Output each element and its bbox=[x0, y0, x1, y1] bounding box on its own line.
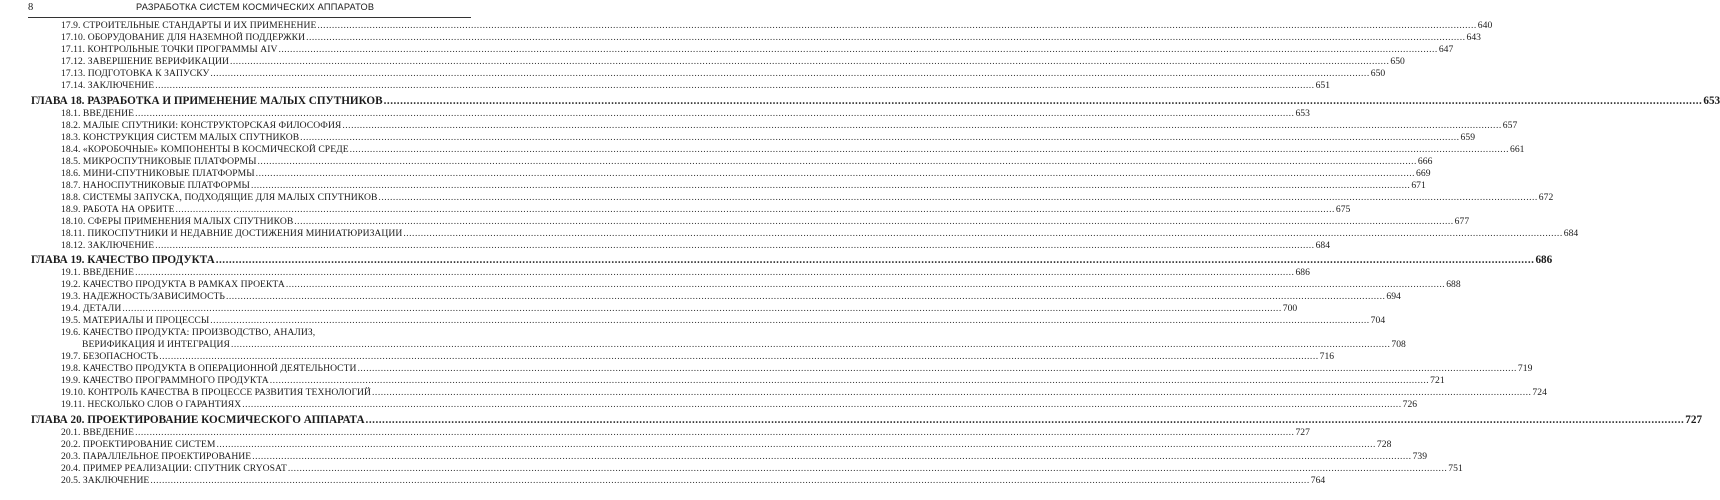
toc-section-row bbox=[61, 80, 1331, 92]
leader-dots: ................................................................................................................................................................................................................................................................................................................................................................................................................ bbox=[155, 239, 1315, 251]
leader-dots: ................................................................................................................................................................................................................................................................................................................................................................................................................ bbox=[252, 450, 1412, 462]
toc-entry-label: 19.2. КАЧЕСТВО ПРОДУКТА В РАМКАХ ПРОЕКТА bbox=[61, 279, 285, 290]
toc-entry-label: 20.4. ПРИМЕР РЕАЛИЗАЦИИ: СПУТНИК CRYOSAT bbox=[61, 462, 287, 474]
toc-page-number: 653 bbox=[1295, 107, 1310, 119]
toc-page-number: 672 bbox=[1538, 191, 1554, 203]
toc-section-row bbox=[61, 68, 1386, 80]
toc-page-number: 684 bbox=[1563, 227, 1579, 239]
toc-entry-label: 19.9. КАЧЕСТВО ПРОГРАММНОГО ПРОДУКТА bbox=[61, 375, 269, 386]
header-rule bbox=[28, 17, 471, 18]
toc-page-number: 708 bbox=[1391, 339, 1406, 350]
toc-section-row bbox=[61, 291, 1401, 303]
toc-page-number: 721 bbox=[1430, 375, 1445, 386]
leader-dots: ................................................................................................................................................................................................................................................................................................................................................................................................................ bbox=[150, 474, 1310, 486]
toc-section-row bbox=[61, 426, 1310, 439]
leader-dots: ................................................................................................................................................................................................................................................................................................................................................................................................................ bbox=[135, 267, 1295, 278]
leader-dots: ................................................................................................................................................................................................................................................................................................................................................................................................................ bbox=[250, 179, 1411, 191]
toc-section-row bbox=[61, 56, 1405, 68]
toc-page-number: 677 bbox=[1454, 215, 1470, 227]
toc-section-row bbox=[61, 32, 1482, 44]
toc-section-row bbox=[61, 107, 1310, 120]
toc-entry-label: 18.4. «КОРОБОЧНЫЕ» КОМПОНЕНТЫ В КОСМИЧЕСКОЙ СРЕДЕ bbox=[61, 143, 349, 155]
toc-section-row bbox=[61, 363, 1533, 375]
toc-section-row bbox=[61, 20, 1493, 32]
toc-section-row bbox=[61, 143, 1525, 156]
leader-dots: ................................................................................................................................................................................................................................................................................................................................................................................................................ bbox=[378, 191, 1538, 203]
toc-entry-label: 18.9. РАБОТА НА ОРБИТЕ bbox=[61, 203, 175, 215]
toc-entry-label: 18.12. ЗАКЛЮЧЕНИЕ bbox=[61, 239, 155, 251]
toc-page-number: 647 bbox=[1438, 44, 1454, 55]
toc-page-number: 684 bbox=[1315, 239, 1331, 251]
toc-page-number: 657 bbox=[1502, 119, 1518, 131]
toc-entry-label: 19.4. ДЕТАЛИ bbox=[61, 303, 122, 314]
leader-dots: ................................................................................................................................................................................................................................................................................................................................................................................................................ bbox=[210, 315, 1370, 326]
leader-dots: ................................................................................................................................................................................................................................................................................................................................................................................................................ bbox=[317, 20, 1477, 31]
toc-entry-label: 18.10. СФЕРЫ ПРИМЕНЕНИЯ МАЛЫХ СПУТНИКОВ bbox=[61, 215, 294, 227]
leader-dots: ................................................................................................................................................................................................................................................................................................................................................................................................................ bbox=[155, 80, 1315, 91]
leader-dots: ................................................................................................................................................................................................................................................................................................................................................................................................................ bbox=[300, 131, 1460, 143]
toc-section-row bbox=[61, 327, 471, 339]
toc-entry-label: 17.13. ПОДГОТОВКА К ЗАПУСКУ bbox=[61, 68, 210, 79]
toc-section-row bbox=[61, 155, 1433, 168]
toc-entry-label: 18.7. НАНОСПУТНИКОВЫЕ ПЛАТФОРМЫ bbox=[61, 179, 250, 191]
toc-section-row bbox=[61, 438, 1392, 451]
toc-entry-label: 17.12. ЗАВЕРШЕНИЕ ВЕРИФИКАЦИИ bbox=[61, 56, 229, 67]
toc-entry-label: 18.3. КОНСТРУКЦИЯ СИСТЕМ МАЛЫХ СПУТНИКОВ bbox=[61, 131, 300, 143]
toc-section-row bbox=[61, 267, 1310, 279]
toc-entry-label: 19.11. НЕСКОЛЬКО СЛОВ О ГАРАНТИЯХ bbox=[61, 399, 242, 410]
toc-page-number: 671 bbox=[1411, 179, 1426, 191]
leader-dots: ................................................................................................................................................................................................................................................................................................................................................................................................................ bbox=[229, 56, 1390, 67]
toc-page-number: 650 bbox=[1390, 56, 1405, 67]
toc-section-row bbox=[61, 215, 1470, 228]
toc-page-number: 669 bbox=[1416, 167, 1431, 179]
toc-entry-label: 20.1. ВВЕДЕНИЕ bbox=[61, 426, 135, 438]
leader-dots: ................................................................................................................................................................................................................................................................................................................................................................................................................ bbox=[135, 426, 1295, 438]
toc-page-number: 694 bbox=[1386, 291, 1401, 302]
page-number: 8 bbox=[28, 2, 34, 13]
toc-section-row bbox=[61, 191, 1554, 204]
toc-section-row bbox=[82, 339, 1406, 351]
leader-dots: ................................................................................................................................................................................................................................................................................................................................................................................................................ bbox=[257, 155, 1417, 167]
leader-dots: ................................................................................................................................................................................................................................................................................................................................................................................................................ bbox=[383, 94, 1703, 107]
running-header bbox=[28, 2, 478, 16]
toc-page-number: 700 bbox=[1282, 303, 1298, 314]
toc-section-row bbox=[61, 462, 1463, 475]
leader-dots: ................................................................................................................................................................................................................................................................................................................................................................................................................ bbox=[349, 143, 1509, 155]
toc-entry-label: 20.5. ЗАКЛЮЧЕНИЕ bbox=[61, 474, 150, 486]
leader-dots: ................................................................................................................................................................................................................................................................................................................................................................................................................ bbox=[365, 413, 1685, 426]
toc-chapter-row bbox=[31, 94, 1720, 107]
toc-section-row bbox=[61, 315, 1386, 327]
toc-page-number: 661 bbox=[1509, 143, 1525, 155]
toc-entry-label: 19.8. КАЧЕСТВО ПРОДУКТА В ОПЕРАЦИОННОЙ ДЕЯТЕЛЬНОСТИ bbox=[61, 363, 357, 374]
toc-section-row bbox=[61, 474, 1326, 487]
toc-page-number: 728 bbox=[1376, 438, 1392, 450]
toc-entry-label: 18.11. ПИКОСПУТНИКИ И НЕДАВНИЕ ДОСТИЖЕНИЯ МИНИАТЮРИЗАЦИИ bbox=[61, 227, 403, 239]
leader-dots: ................................................................................................................................................................................................................................................................................................................................................................................................................ bbox=[285, 279, 1446, 290]
toc-section-row bbox=[61, 227, 1579, 240]
toc-entry-label: 18.1. ВВЕДЕНИЕ bbox=[61, 107, 135, 119]
leader-dots: ................................................................................................................................................................................................................................................................................................................................................................................................................ bbox=[225, 291, 1386, 302]
toc-entry-label: 19.1. ВВЕДЕНИЕ bbox=[61, 267, 135, 278]
toc-page-number: 764 bbox=[1310, 474, 1326, 486]
toc-page-number: 727 bbox=[1685, 413, 1703, 426]
toc-section-row bbox=[61, 303, 1298, 315]
toc-page-number: 686 bbox=[1535, 254, 1553, 266]
leader-dots: ................................................................................................................................................................................................................................................................................................................................................................................................................ bbox=[287, 462, 1448, 474]
leader-dots: ................................................................................................................................................................................................................................................................................................................................................................................................................ bbox=[372, 387, 1532, 398]
leader-dots: ................................................................................................................................................................................................................................................................................................................................................................................................................ bbox=[242, 399, 1402, 410]
leader-dots: ................................................................................................................................................................................................................................................................................................................................................................................................................ bbox=[342, 119, 1502, 131]
toc-entry-label: 18.5. МИКРОСПУТНИКОВЫЕ ПЛАТФОРМЫ bbox=[61, 155, 257, 167]
toc-entry-label: 17.10. ОБОРУДОВАНИЕ ДЛЯ НАЗЕМНОЙ ПОДДЕРЖКИ bbox=[61, 32, 306, 43]
leader-dots: ................................................................................................................................................................................................................................................................................................................................................................................................................ bbox=[255, 167, 1416, 179]
toc-section-row bbox=[61, 167, 1431, 180]
toc-section-row bbox=[61, 450, 1428, 463]
running-title: РАЗРАБОТКА СИСТЕМ КОСМИЧЕСКИХ АППАРАТОВ bbox=[136, 2, 375, 12]
toc-page-number: 751 bbox=[1448, 462, 1463, 474]
toc-entry-label: ГЛАВА 19. КАЧЕСТВО ПРОДУКТА bbox=[31, 254, 215, 266]
toc-page-number: 666 bbox=[1417, 155, 1433, 167]
toc-section-row bbox=[61, 387, 1547, 399]
toc-page-number: 688 bbox=[1446, 279, 1461, 290]
toc-section-row bbox=[61, 239, 1331, 252]
leader-dots: ................................................................................................................................................................................................................................................................................................................................................................................................................ bbox=[135, 107, 1295, 119]
leader-dots: ................................................................................................................................................................................................................................................................................................................................................................................................................ bbox=[278, 44, 1438, 55]
leader-dots: ................................................................................................................................................................................................................................................................................................................................................................................................................ bbox=[230, 339, 1391, 350]
toc-entry-label: 19.10. КОНТРОЛЬ КАЧЕСТВА В ПРОЦЕССЕ РАЗВИТИЯ ТЕХНОЛОГИЙ bbox=[61, 387, 372, 398]
toc-page-number: 653 bbox=[1703, 94, 1720, 107]
leader-dots: ................................................................................................................................................................................................................................................................................................................................................................................................................ bbox=[216, 438, 1376, 450]
leader-dots: ................................................................................................................................................................................................................................................................................................................................................................................................................ bbox=[122, 303, 1282, 314]
toc-section-row bbox=[61, 375, 1445, 387]
toc-chapter-row bbox=[31, 254, 1553, 266]
toc-page-number: 675 bbox=[1335, 203, 1351, 215]
leader-dots: ................................................................................................................................................................................................................................................................................................................................................................................................................ bbox=[175, 203, 1335, 215]
toc-page-number: 640 bbox=[1477, 20, 1493, 31]
toc-section-row bbox=[61, 203, 1351, 216]
toc-section-row bbox=[61, 179, 1426, 192]
toc-page-number: 704 bbox=[1370, 315, 1386, 326]
leader-dots: ................................................................................................................................................................................................................................................................................................................................................................................................................ bbox=[159, 351, 1319, 362]
toc-entry-label: 19.5. МАТЕРИАЛЫ И ПРОЦЕССЫ bbox=[61, 315, 210, 326]
toc-page-number: 716 bbox=[1319, 351, 1335, 362]
leader-dots: ................................................................................................................................................................................................................................................................................................................................................................................................................ bbox=[357, 363, 1517, 374]
leader-dots: ................................................................................................................................................................................................................................................................................................................................................................................................................ bbox=[294, 215, 1454, 227]
leader-dots: ................................................................................................................................................................................................................................................................................................................................................................................................................ bbox=[306, 32, 1466, 43]
toc-entry-label: 19.6. КАЧЕСТВО ПРОДУКТА: ПРОИЗВОДСТВО, АНАЛИЗ, bbox=[61, 327, 316, 338]
toc-page-number: 724 bbox=[1532, 387, 1547, 398]
leader-dots: ................................................................................................................................................................................................................................................................................................................................................................................................................ bbox=[403, 227, 1563, 239]
toc-entry-label: 19.7. БЕЗОПАСНОСТЬ bbox=[61, 351, 159, 362]
toc-section-row bbox=[61, 44, 1454, 56]
toc-entry-label: 19.3. НАДЕЖНОСТЬ/ЗАВИСИМОСТЬ bbox=[61, 291, 225, 302]
toc-page-number: 719 bbox=[1517, 363, 1533, 374]
leader-dots: ................................................................................................................................................................................................................................................................................................................................................................................................................ bbox=[269, 375, 1430, 386]
toc-page-number: 739 bbox=[1412, 450, 1428, 462]
toc-entry-label: 20.2. ПРОЕКТИРОВАНИЕ СИСТЕМ bbox=[61, 438, 216, 450]
toc-page-number: 686 bbox=[1295, 267, 1310, 278]
toc-page-number: 726 bbox=[1402, 399, 1418, 410]
toc-entry-label: 18.8. СИСТЕМЫ ЗАПУСКА, ПОДХОДЯЩИЕ ДЛЯ МАЛЫХ СПУТНИКОВ bbox=[61, 191, 378, 203]
toc-entry-label: ГЛАВА 18. РАЗРАБОТКА И ПРИМЕНЕНИЕ МАЛЫХ СПУТНИКОВ bbox=[31, 94, 383, 107]
toc-page-number: 643 bbox=[1466, 32, 1482, 43]
toc-page-number: 727 bbox=[1295, 426, 1310, 438]
toc-section-row bbox=[61, 131, 1476, 144]
toc-entry-label: ВЕРИФИКАЦИЯ И ИНТЕГРАЦИЯ bbox=[82, 339, 230, 350]
toc-entry-label: 18.2. МАЛЫЕ СПУТНИКИ: КОНСТРУКТОРСКАЯ ФИЛОСОФИЯ bbox=[61, 119, 342, 131]
toc-entry-label: 17.14. ЗАКЛЮЧЕНИЕ bbox=[61, 80, 155, 91]
toc-entry-label: 17.9. СТРОИТЕЛЬНЫЕ СТАНДАРТЫ И ИХ ПРИМЕНЕНИЕ bbox=[61, 20, 317, 31]
toc-chapter-row bbox=[31, 413, 1703, 426]
toc-entry-label: 17.11. КОНТРОЛЬНЫЕ ТОЧКИ ПРОГРАММЫ AIV bbox=[61, 44, 278, 55]
toc-entry-label: 18.6. МИНИ-СПУТНИКОВЫЕ ПЛАТФОРМЫ bbox=[61, 167, 255, 179]
toc-section-row bbox=[61, 351, 1335, 363]
toc-page-number: 650 bbox=[1370, 68, 1386, 79]
toc-section-row bbox=[61, 119, 1518, 132]
toc-section-row bbox=[61, 399, 1418, 411]
toc-entry-label: ГЛАВА 20. ПРОЕКТИРОВАНИЕ КОСМИЧЕСКОГО АППАРАТА bbox=[31, 413, 365, 426]
toc-page-number: 659 bbox=[1460, 131, 1476, 143]
toc-page-number: 651 bbox=[1315, 80, 1331, 91]
leader-dots: ................................................................................................................................................................................................................................................................................................................................................................................................................ bbox=[215, 254, 1535, 266]
toc-entry-label: 20.3. ПАРАЛЛЕЛЬНОЕ ПРОЕКТИРОВАНИЕ bbox=[61, 450, 252, 462]
leader-dots: ................................................................................................................................................................................................................................................................................................................................................................................................................ bbox=[210, 68, 1370, 79]
toc-section-row bbox=[61, 279, 1461, 291]
